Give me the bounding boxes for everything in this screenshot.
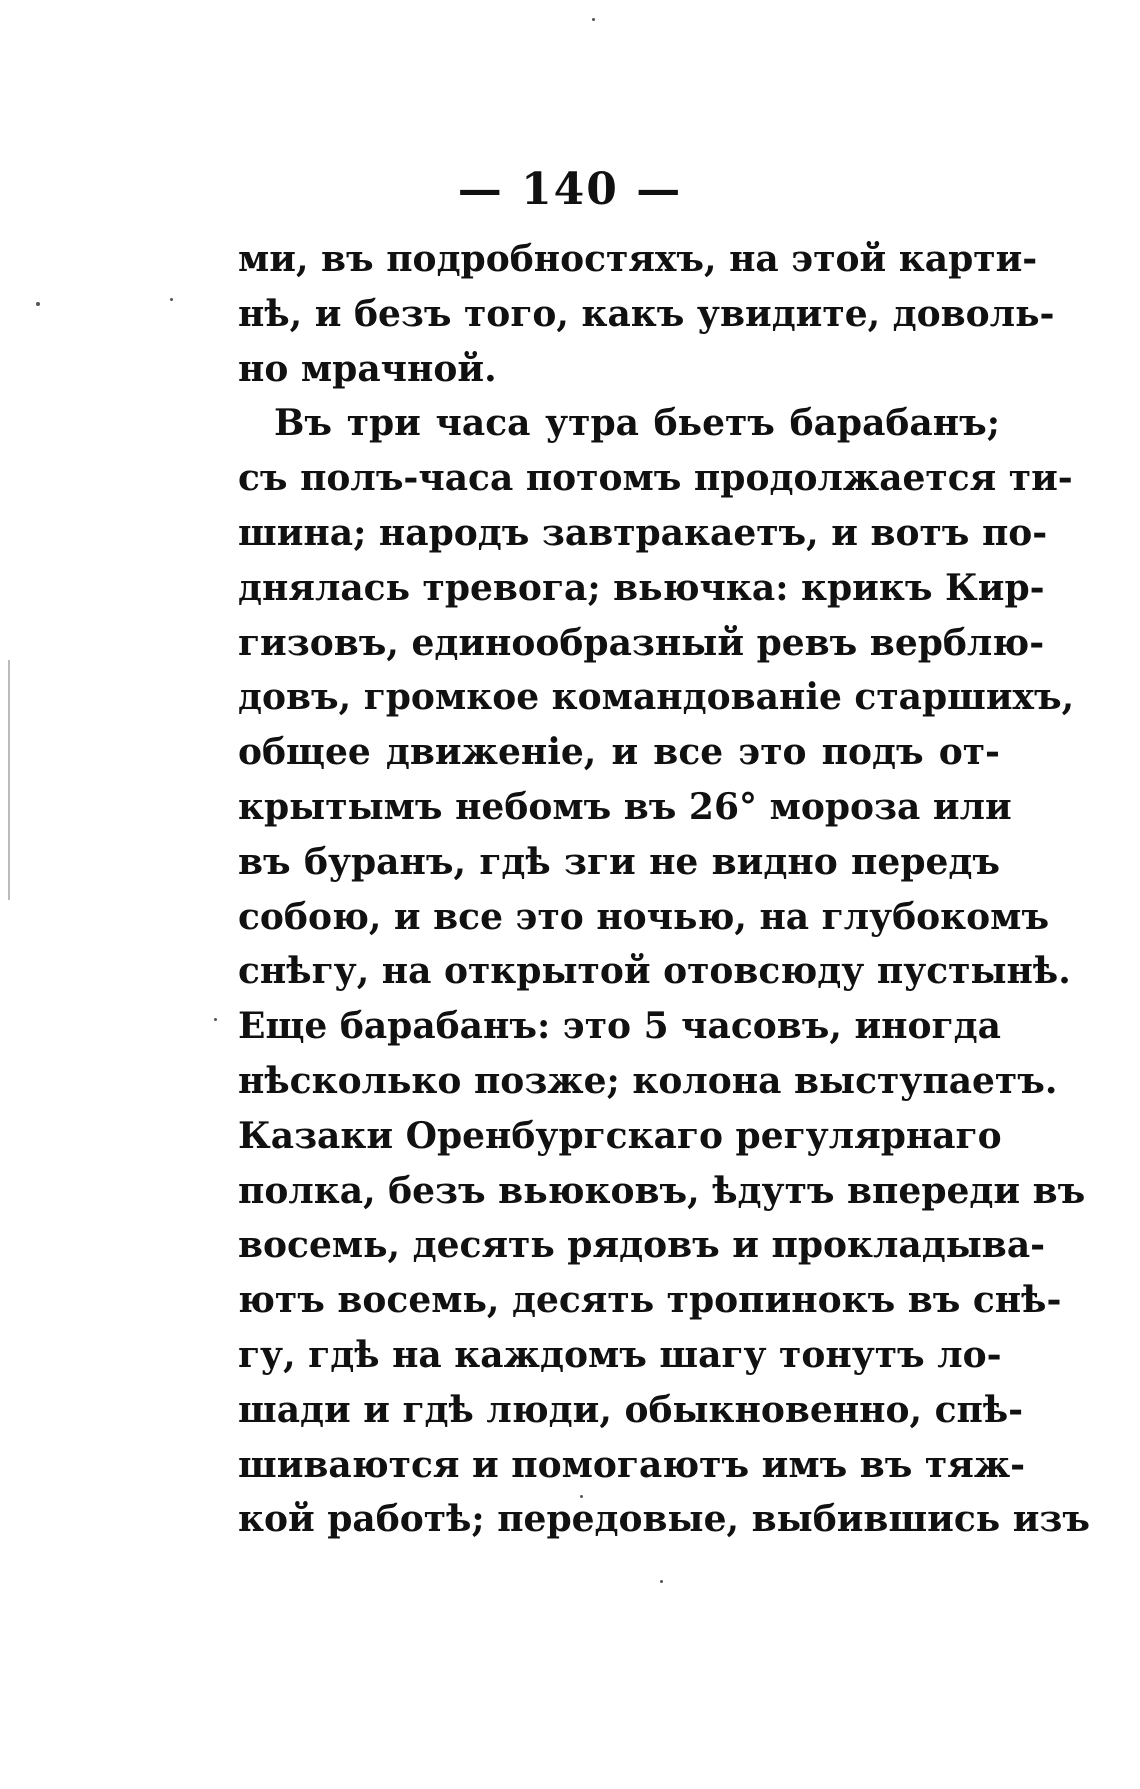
text-line: Въ три часа утра бьетъ барабанъ; (274, 402, 1000, 445)
text-line: гизовъ, единообразный ревъ верблю- (238, 621, 1045, 664)
text-line: гу, гдѣ на каждомъ шагу тонутъ ло- (238, 1333, 1002, 1376)
text-line: полка, безъ вьюковъ, ѣдутъ впереди въ (238, 1169, 1086, 1212)
body-text (238, 232, 1091, 1547)
text-line: Еще барабанъ: это 5 часовъ, иногда (238, 1005, 1001, 1048)
text-line: шиваются и помогаютъ имъ въ тяж- (238, 1443, 1026, 1486)
text-line: ютъ восемь, десять тропинокъ въ снѣ- (238, 1279, 1062, 1322)
scan-speck (580, 1495, 583, 1498)
text-line: днялась тревога; вьючка: крикъ Кир- (238, 566, 1045, 609)
text-line: нѣ, и безъ того, какъ увидите, доволь- (238, 292, 1055, 335)
text-line: крытымъ небомъ въ 26° мороза или (238, 785, 1012, 828)
scan-speck (36, 302, 40, 306)
scan-speck (214, 1018, 217, 1021)
scan-speck (8, 660, 10, 900)
page-number: — 140 — (457, 164, 683, 215)
scan-speck (170, 298, 173, 301)
text-line: съ полъ-часа потомъ продолжается ти- (238, 457, 1073, 500)
text-line: нѣсколько позже; колона выступаетъ. (238, 1059, 1058, 1102)
text-line: снѣгу, на открытой отовсюду пустынѣ. (238, 950, 1071, 993)
text-line: довъ, громкое командованіе старшихъ, (238, 676, 1075, 719)
text-line: кой работѣ; передовые, выбившись изъ (238, 1498, 1091, 1541)
text-line: общее движеніе, и все это подъ от- (238, 731, 1000, 774)
text-line: но мрачной. (238, 347, 497, 390)
scan-speck (592, 18, 595, 21)
text-line: восемь, десять рядовъ и прокладыва- (238, 1224, 1046, 1267)
scan-speck (660, 1580, 663, 1583)
text-line: собою, и все это ночью, на глубокомъ (238, 895, 1050, 938)
text-line: Казаки Оренбургскаго регулярнаго (238, 1114, 1002, 1157)
text-line: ми, въ подробностяхъ, на этой карти- (238, 238, 1038, 280)
text-line: шина; народъ завтракаетъ, и вотъ по- (238, 511, 1048, 554)
text-line: въ буранъ, гдѣ зги не видно передъ (238, 840, 1000, 883)
text-line: шади и гдѣ люди, обыкновенно, спѣ- (238, 1388, 1024, 1431)
